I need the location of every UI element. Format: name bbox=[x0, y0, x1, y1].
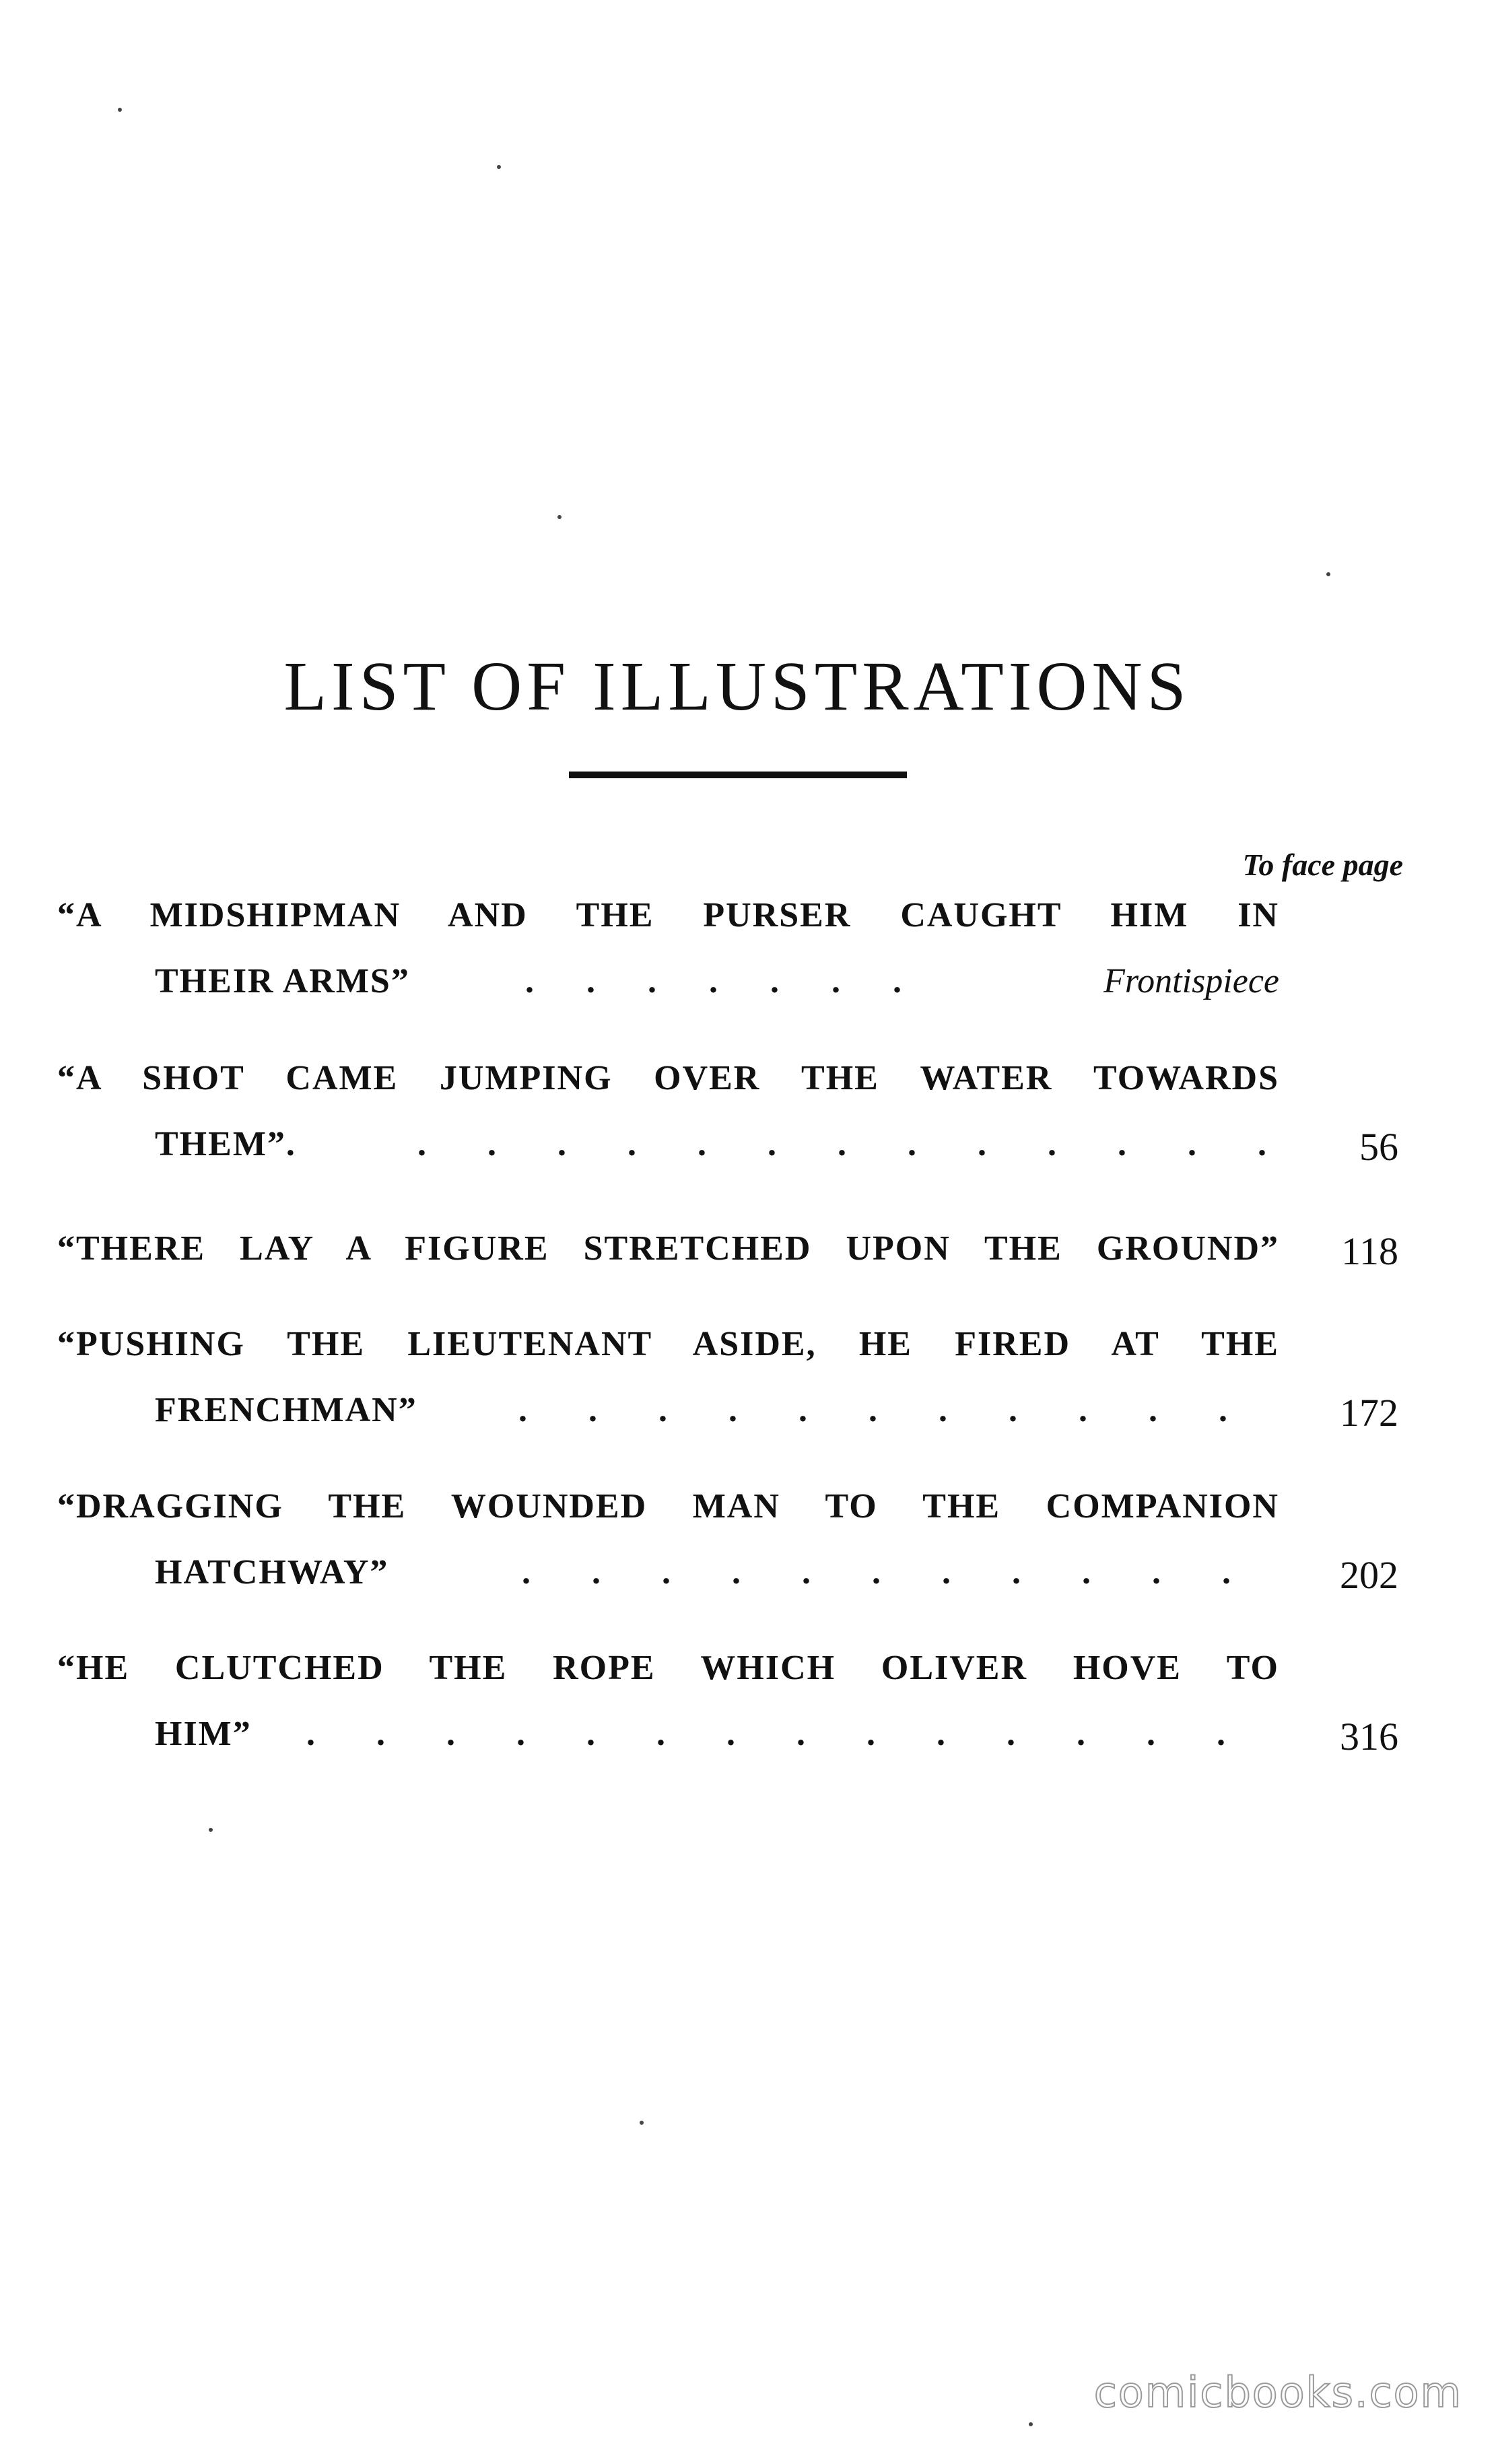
illustration-entry bbox=[0, 1058, 1496, 1200]
illustration-caption-line2: THEM”. bbox=[155, 1125, 296, 1163]
scan-speck bbox=[1326, 572, 1330, 576]
page-title: LIST OF ILLUSTRATIONS bbox=[283, 647, 1191, 725]
illustration-caption-line2: HATCHWAY” bbox=[155, 1553, 389, 1592]
dot-leaders: . . . . . . . . . . . . . . bbox=[306, 1715, 1225, 1753]
illustration-caption-line1: “DRAGGING THE WOUNDED MAN TO THE COMPANION bbox=[57, 1487, 1279, 1526]
dot-leaders: . . . . . . . . . . . bbox=[522, 1553, 1231, 1592]
illustration-caption-line2: HIM” bbox=[155, 1715, 252, 1753]
illustration-caption-line1: “A SHOT CAME JUMPING OVER THE WATER TOWARDS bbox=[57, 1059, 1279, 1097]
illustration-caption-line1: “HE CLUTCHED THE ROPE WHICH OLIVER HOVE TO bbox=[57, 1649, 1279, 1687]
scan-speck bbox=[640, 2121, 644, 2125]
illustration-entry bbox=[0, 1648, 1496, 1789]
scan-speck bbox=[497, 165, 501, 169]
illustration-caption-line1: “THERE LAY A FIGURE STRETCHED UPON THE GROUND” bbox=[57, 1229, 1279, 1268]
scan-speck bbox=[1029, 2422, 1033, 2426]
dot-leaders: . . . . . . . . . . . . . bbox=[417, 1125, 1266, 1163]
illustration-caption-line1: “A MIDSHIPMAN AND THE PURSER CAUGHT HIM IN bbox=[57, 896, 1279, 934]
page-reference: 118 bbox=[1341, 1229, 1398, 1273]
page-reference: 316 bbox=[1340, 1715, 1398, 1758]
page-reference: 202 bbox=[1340, 1553, 1398, 1597]
dot-leaders: . . . . . . . bbox=[525, 962, 902, 1000]
watermark: comicbooks.com bbox=[1093, 2368, 1462, 2417]
scan-speck bbox=[209, 1828, 213, 1832]
illustration-entry bbox=[0, 1324, 1496, 1466]
illustration-entry bbox=[0, 895, 1496, 1037]
dot-leaders: . . . . . . . . . . . bbox=[518, 1391, 1227, 1429]
illustration-caption-line1: “PUSHING THE LIEUTENANT ASIDE, HE FIRED AT THE bbox=[57, 1325, 1279, 1363]
illustration-entry bbox=[0, 1486, 1496, 1628]
title-rule bbox=[569, 772, 907, 778]
page-reference: 56 bbox=[1359, 1125, 1398, 1169]
scan-speck bbox=[118, 108, 122, 112]
illustration-caption-line2: FRENCHMAN” bbox=[155, 1391, 417, 1429]
illustration-caption-line2: THEIR ARMS” bbox=[155, 962, 410, 1000]
column-heading: To face page bbox=[1242, 848, 1403, 882]
page-reference: Frontispiece bbox=[1103, 962, 1279, 1000]
scan-speck bbox=[557, 515, 562, 519]
page-reference: 172 bbox=[1340, 1391, 1398, 1435]
